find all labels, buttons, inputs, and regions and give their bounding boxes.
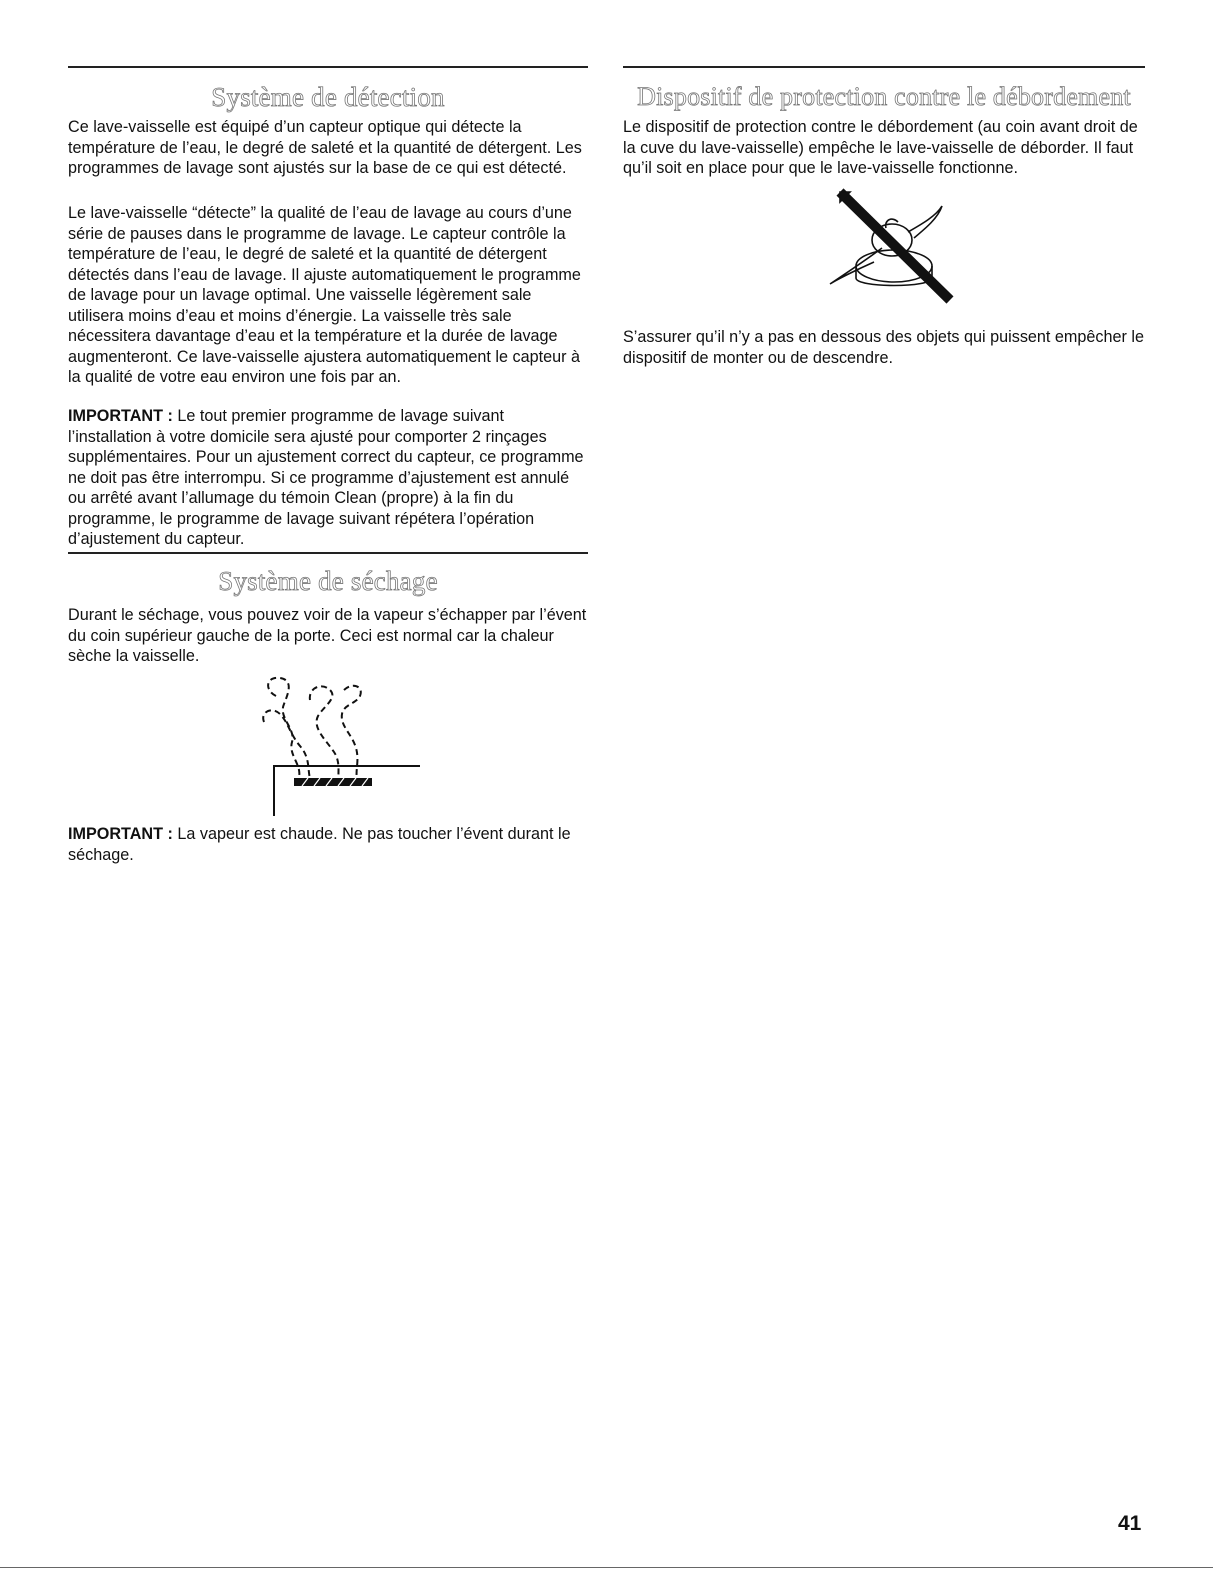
page-number: 41 [1118, 1512, 1142, 1535]
detection-paragraph-1: Ce lave-vaisselle est équipé d’un capteur optique qui détecte la température de l’eau, le degré de saleté et la quantité de détergent. Les programmes de lavage sont ajustés sur la base de ce qui est détecté. [68, 118, 582, 177]
drying-paragraph-1: Durant le séchage, vous pouvez voir de la vapeur s’échapper par l’évent du coin supérieur gauche de la porte. Ceci est normal car la chaleur sèche la vaisselle. [68, 606, 587, 665]
overflow-protector-prohibited-icon [826, 188, 956, 308]
important-text: La vapeur est chaude. Ne pas toucher l’évent durant le séchage. [68, 825, 571, 864]
important-label: IMPORTANT : [68, 407, 173, 425]
heading-detection-system: Système de détection [211, 82, 445, 112]
section-divider [68, 552, 588, 554]
heading-overflow-protection: Dispositif de protection contre le débordement [637, 82, 1131, 111]
overflow-paragraph-2: S’assurer qu’il n’y a pas en dessous des objets qui puissent empêcher le dispositif de monter ou de descendre. [623, 328, 1144, 367]
detection-paragraph-2: Le lave-vaisselle “détecte” la qualité de l’eau de lavage au cours d’une série de pauses dans le programme de lavage. Le capteur contrôle la température de l’eau, le degré de saleté et la quantité de détergent détectés dans l’eau de lavage. Il ajuste automatiquement le programme de lavage pour un lavage optimal. Une vaisselle légèrement sale utilisera moins d’eau et moins d’énergie. La vaisselle très sale nécessitera davantage d’eau et la température et la durée de lavage augmenteront. Ce lave-vaisselle ajustera automatiquement le capteur à la qualité de votre eau environ une fois par an. [68, 204, 581, 386]
overflow-paragraph-1: Le dispositif de protection contre le débordement (au coin avant droit de la cuve du lave-vaisselle) empêche le lave-vaisselle de déborder. Il faut qu’il soit en place pour que le lave-vaisselle fonctionne. [623, 118, 1138, 177]
detection-important-note [68, 406, 588, 550]
section-divider [68, 66, 588, 68]
important-text: Le tout premier programme de lavage suivant l’installation à votre domicile sera ajusté pour comporter 2 rinçages supplémentaires. Pour un ajustement correct du capteur, ce programme ne doit pas être interrompu. Si ce programme d’ajustement est annulé ou arrêté avant l’allumage du témoin Clean (propre) à la fin du programme, le programme de lavage suivant répétera l’opération d’ajustement du capteur. [68, 407, 584, 548]
important-label: IMPORTANT : [68, 825, 173, 843]
drying-important-note [68, 824, 588, 865]
steam-vent-icon [260, 668, 420, 818]
heading-drying-system: Système de séchage [218, 566, 438, 596]
section-divider [623, 66, 1145, 68]
footer-rule [0, 1567, 1213, 1568]
